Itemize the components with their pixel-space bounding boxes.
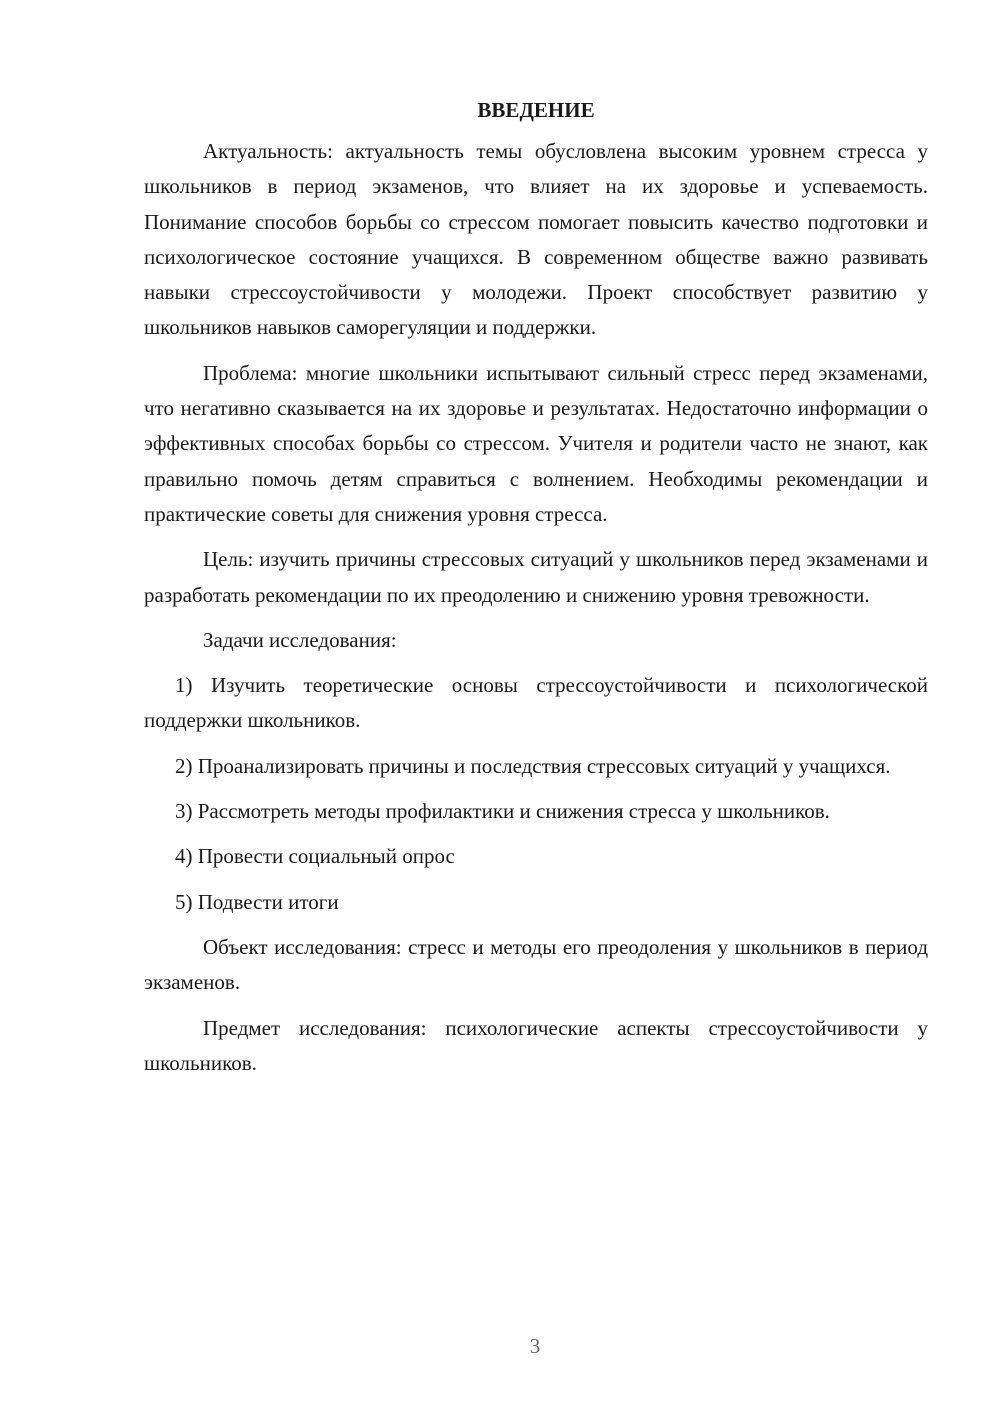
section-title: ВВЕДЕНИЕ: [477, 98, 595, 122]
page-number: 3: [529, 1334, 541, 1358]
research-object-paragraph: Объект исследования: стресс и методы его преодоления у школьников в период экзаменов.: [144, 934, 928, 995]
task-item-3: 3) Рассмотреть методы профилактики и снижения стресса у школьников.: [175, 799, 830, 824]
research-subject-paragraph: Предмет исследования: психологические аспекты стрессоустойчивости у школьников.: [144, 1015, 928, 1075]
task-item-4: 4) Провести социальный опрос: [175, 844, 455, 869]
task-item-5: 5) Подвести итоги: [175, 889, 339, 914]
goal-paragraph: Цель: изучить причины стрессовых ситуаций у школьников перед экзаменами и разработать рекомендации по их преодолению и снижению уровня тревожности.: [144, 547, 928, 607]
relevance-paragraph: Актуальность: актуальность темы обусловлена высоким уровнем стресса у школьников в период экзаменов, что влияет на их здоровье и успеваемость. Понимание способов борьбы со стрессом помогает повысить качество подготовки и психологическое состояние учащихся. В современном обществе важно развивать навыки стрессоустойчивости у молодежи. Проект способствует развитию у школьников навыков саморегуляции и поддержки.: [144, 139, 928, 340]
task-item-1: 1) Изучить теоретические основы стрессоустойчивости и психологической поддержки школьников.: [144, 673, 928, 733]
problem-paragraph: Проблема: многие школьники испытывают сильный стресс перед экзаменами, что негативно сказывается на их здоровье и результатах. Недостаточно информации о эффективных способах борьбы со стрессом. Учителя и родители часто не знают, как правильно помочь детям справиться с волнением. Необходимы рекомендации и практические советы для снижения уровня стресса.: [144, 360, 928, 526]
document-page: [144, 93, 928, 1091]
tasks-heading: Задачи исследования:: [203, 627, 397, 652]
task-item-2: 2) Проанализировать причины и последствия стрессовых ситуаций у учащихся.: [175, 753, 891, 778]
